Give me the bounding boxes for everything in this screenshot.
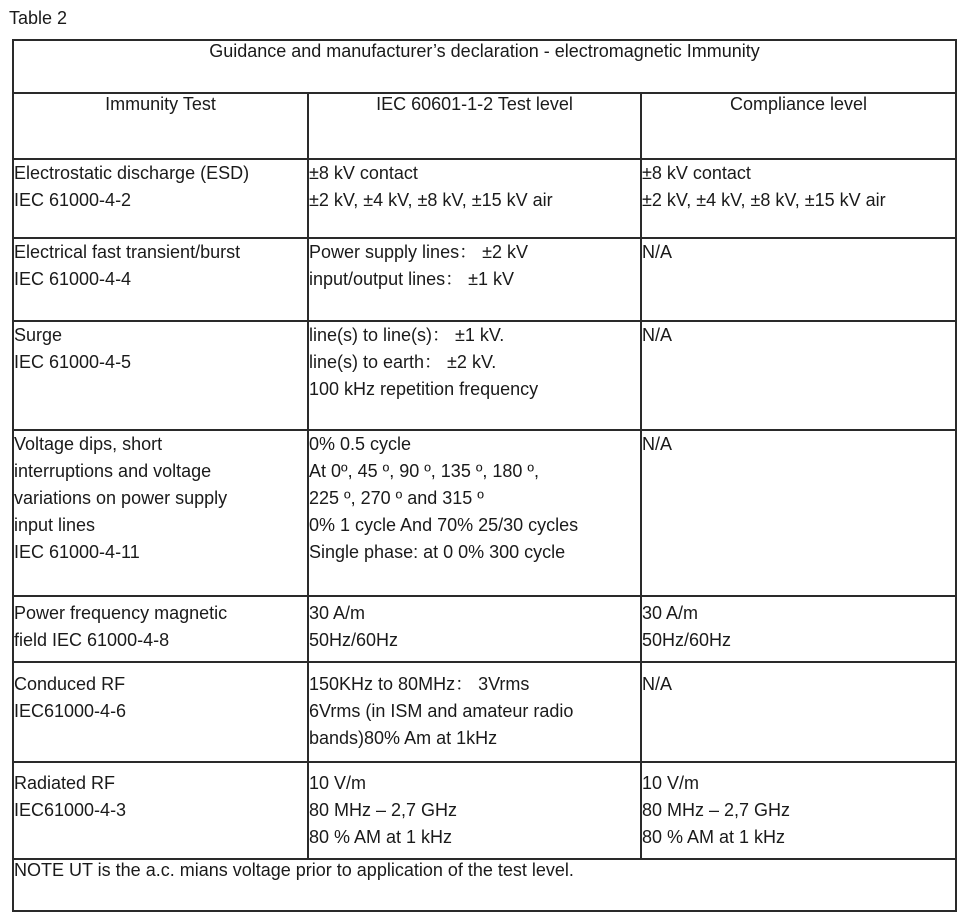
cell-level (308, 762, 641, 859)
cell-line: Voltage dips, short (14, 434, 163, 454)
cell-level (308, 596, 641, 662)
cell-line: ±8 kV contact (309, 163, 418, 183)
cell-line: bands)80% Am at 1kHz (309, 728, 498, 748)
cell-level (308, 238, 641, 321)
cell-line: Power frequency magnetic (14, 603, 228, 623)
cell-line: input/output lines： ±1 kV (309, 269, 514, 289)
cell-compliance (641, 596, 956, 662)
cell-line: ±8 kV contact (642, 163, 751, 183)
table-row-surge (13, 321, 956, 430)
cell-line: IEC 61000-4-11 (14, 542, 140, 562)
cell-compliance (641, 159, 956, 238)
cell-line: ±2 kV, ±4 kV, ±8 kV, ±15 kV air (309, 190, 553, 210)
immunity-table (12, 39, 957, 912)
cell-line: 30 A/m (642, 603, 699, 623)
cell-line: 10 V/m (642, 773, 700, 793)
cell-test (13, 238, 308, 321)
header-immunity-test: Immunity Test (13, 93, 308, 159)
cell-level (308, 430, 641, 596)
table-row-conducted-rf (13, 662, 956, 762)
cell-line: N/A (642, 325, 673, 345)
cell-line: 50Hz/60Hz (309, 630, 399, 650)
table-row-eft (13, 238, 956, 321)
cell-compliance (641, 762, 956, 859)
cell-line: IEC61000-4-6 (14, 701, 127, 721)
cell-line: Conduced RF (14, 674, 126, 694)
header-row (13, 93, 956, 159)
title-row (13, 40, 956, 93)
table-caption: Table 2 (9, 8, 68, 28)
cell-line: N/A (642, 674, 673, 694)
cell-compliance (641, 238, 956, 321)
cell-line: Electrical fast transient/burst (14, 242, 241, 262)
cell-line: N/A (642, 434, 673, 454)
note-row (13, 859, 956, 911)
cell-line: 30 A/m (309, 603, 366, 623)
cell-compliance (641, 662, 956, 762)
cell-line: 50Hz/60Hz (642, 630, 732, 650)
cell-line: ±2 kV, ±4 kV, ±8 kV, ±15 kV air (642, 190, 886, 210)
cell-line: interruptions and voltage (14, 461, 212, 481)
cell-level (308, 159, 641, 238)
cell-line: 6Vrms (in ISM and amateur radio (309, 701, 574, 721)
cell-line: 0% 1 cycle And 70% 25/30 cycles (309, 515, 579, 535)
cell-line: IEC61000-4-3 (14, 800, 127, 820)
cell-line: line(s) to line(s)： ±1 kV. (309, 325, 505, 345)
cell-line: IEC 61000-4-2 (14, 190, 132, 210)
cell-line: IEC 61000-4-5 (14, 352, 132, 372)
cell-line: 100 kHz repetition frequency (309, 379, 539, 399)
table-row-power-frequency (13, 596, 956, 662)
cell-line: 225 º, 270 º and 315 º (309, 488, 484, 508)
cell-line: Electrostatic discharge (ESD) (14, 163, 250, 183)
cell-compliance (641, 430, 956, 596)
cell-line: Radiated RF (14, 773, 116, 793)
cell-compliance (641, 321, 956, 430)
cell-level (308, 321, 641, 430)
cell-line: 80 MHz – 2,7 GHz (309, 800, 458, 820)
cell-line: 0% 0.5 cycle (309, 434, 412, 454)
cell-test (13, 762, 308, 859)
header-test-level: IEC 60601-1-2 Test level (308, 93, 641, 159)
cell-line: field IEC 61000-4-8 (14, 630, 170, 650)
cell-line: line(s) to earth： ±2 kV. (309, 352, 497, 372)
cell-line: 150KHz to 80MHz： 3Vrms (309, 674, 530, 694)
cell-test (13, 430, 308, 596)
header-compliance-level: Compliance level (641, 93, 956, 159)
table-row-voltage-dips (13, 430, 956, 596)
cell-line: At 0º, 45 º, 90 º, 135 º, 180 º, (309, 461, 540, 481)
cell-line: input lines (14, 515, 96, 535)
cell-line: variations on power supply (14, 488, 228, 508)
cell-test (13, 596, 308, 662)
table-note: NOTE UT is the a.c. mians voltage prior to application of the test level. (13, 859, 956, 911)
cell-line: 80 MHz – 2,7 GHz (642, 800, 791, 820)
cell-line: Single phase: at 0 0% 300 cycle (309, 542, 566, 562)
cell-test (13, 321, 308, 430)
table-title: Guidance and manufacturer’s declaration - electromagnetic Immunity (13, 40, 956, 93)
cell-test (13, 159, 308, 238)
cell-line: N/A (642, 242, 673, 262)
cell-line: Power supply lines： ±2 kV (309, 242, 528, 262)
cell-test (13, 662, 308, 762)
table-row-esd (13, 159, 956, 238)
cell-line: IEC 61000-4-4 (14, 269, 132, 289)
cell-line: 80 % AM at 1 kHz (309, 827, 453, 847)
cell-line: Surge (14, 325, 63, 345)
table-row-radiated-rf (13, 762, 956, 859)
cell-level (308, 662, 641, 762)
cell-line: 80 % AM at 1 kHz (642, 827, 786, 847)
cell-line: 10 V/m (309, 773, 367, 793)
